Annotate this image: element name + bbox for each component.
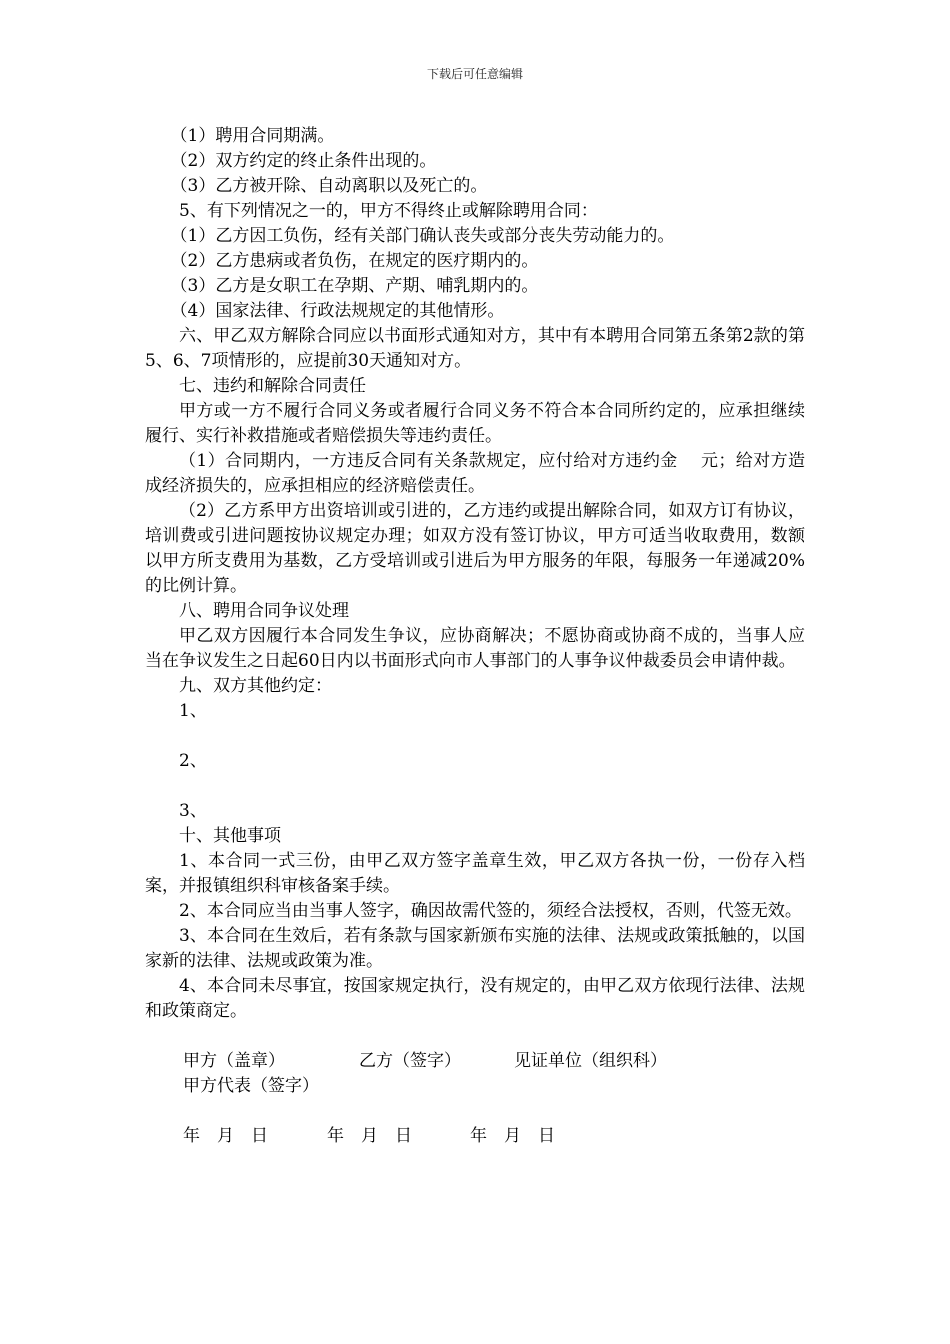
blank-line — [145, 1024, 805, 1049]
section-8-heading: 八、聘用合同争议处理 — [179, 601, 349, 621]
signature-row — [145, 1074, 805, 1099]
document-body — [145, 124, 805, 1149]
party-a-rep-label: 甲方代表（签字） — [183, 1076, 319, 1096]
section-7-item-2: （2）乙方系甲方出资培训或引进的，乙方违约或提出解除合同，如双方订有协议，培训费或引进问题按协议规定办理；如双方没有签订协议，甲方可适当收取费用，数额以甲方所支费用为基数，乙方受培训或引进后为甲方服务的年限，每服务一年递减20%的比例计算。 — [145, 501, 805, 596]
date-field: 年 月 日 — [470, 1126, 555, 1146]
date-row — [145, 1124, 805, 1149]
section-10-item: 3、本合同在生效后，若有条款与国家新颁布实施的法律、法规或政策抵触的，以国家新的法律、法规或政策为准。 — [145, 926, 805, 971]
section-9-heading: 九、双方其他约定： — [179, 676, 332, 696]
clause-5-item: （3）乙方是女职工在孕期、产期、哺乳期内的。 — [170, 276, 539, 296]
blank-line — [145, 1099, 805, 1124]
section-7-paragraph: 甲方或一方不履行合同义务或者履行合同义务不符合本合同所约定的，应承担继续履行、实行补救措施或者赔偿损失等违约责任。 — [145, 401, 805, 446]
clause-5-item: （4）国家法律、行政法规规定的其他情形。 — [170, 301, 505, 321]
section-10-item: 1、本合同一式三份，由甲乙双方签字盖章生效，甲乙双方各执一份，一份存入档案，并报镇组织科审核备案手续。 — [145, 851, 805, 896]
section-7-heading: 七、违约和解除合同责任 — [179, 376, 366, 396]
party-a-seal-label: 甲方（盖章） — [183, 1051, 285, 1071]
section-6-paragraph: 六、甲乙双方解除合同应以书面形式通知对方，其中有本聘用合同第五条第2款的第5、6、7项情形的，应提前30天通知对方。 — [145, 326, 805, 371]
termination-item: （2）双方约定的终止条件出现的。 — [170, 151, 437, 171]
date-field: 年 月 日 — [327, 1126, 412, 1146]
section-10-item: 2、本合同应当由当事人签字，确因故需代签的，须经合法授权，否则，代签无效。 — [179, 901, 802, 921]
section-10-heading: 十、其他事项 — [179, 826, 281, 846]
clause-5-item: （2）乙方患病或者负伤，在规定的医疗期内的。 — [170, 251, 539, 271]
termination-item: （1）聘用合同期满。 — [170, 126, 335, 146]
blank-line — [145, 724, 805, 749]
witness-label: 见证单位（组织科） — [514, 1051, 667, 1071]
section-9-item: 3、 — [179, 801, 207, 821]
section-9-item: 1、 — [179, 701, 207, 721]
party-b-sign-label: 乙方（签字） — [359, 1051, 461, 1071]
signature-row — [145, 1049, 805, 1074]
termination-item: （3）乙方被开除、自动离职以及死亡的。 — [170, 176, 488, 196]
clause-5-intro: 5、有下列情况之一的，甲方不得终止或解除聘用合同： — [179, 201, 598, 221]
section-7-item-1: （1）合同期内，一方违反合同有关条款规定，应付给对方违约金 元；给对方造成经济损失的，应承担相应的经济赔偿责任。 — [145, 451, 805, 496]
date-field: 年 月 日 — [183, 1126, 268, 1146]
section-10-item: 4、本合同未尽事宜，按国家规定执行，没有规定的，由甲乙双方依现行法律、法规和政策商定。 — [145, 976, 805, 1021]
section-9-item: 2、 — [179, 751, 207, 771]
clause-5-item: （1）乙方因工负伤，经有关部门确认丧失或部分丧失劳动能力的。 — [170, 226, 675, 246]
blank-line — [145, 774, 805, 799]
page-header: 下载后可任意编辑 — [426, 67, 523, 81]
section-8-paragraph: 甲乙双方因履行本合同发生争议，应协商解决；不愿协商或协商不成的，当事人应当在争议发生之日起60日内以书面形式向市人事部门的人事争议仲裁委员会申请仲裁。 — [145, 626, 805, 671]
